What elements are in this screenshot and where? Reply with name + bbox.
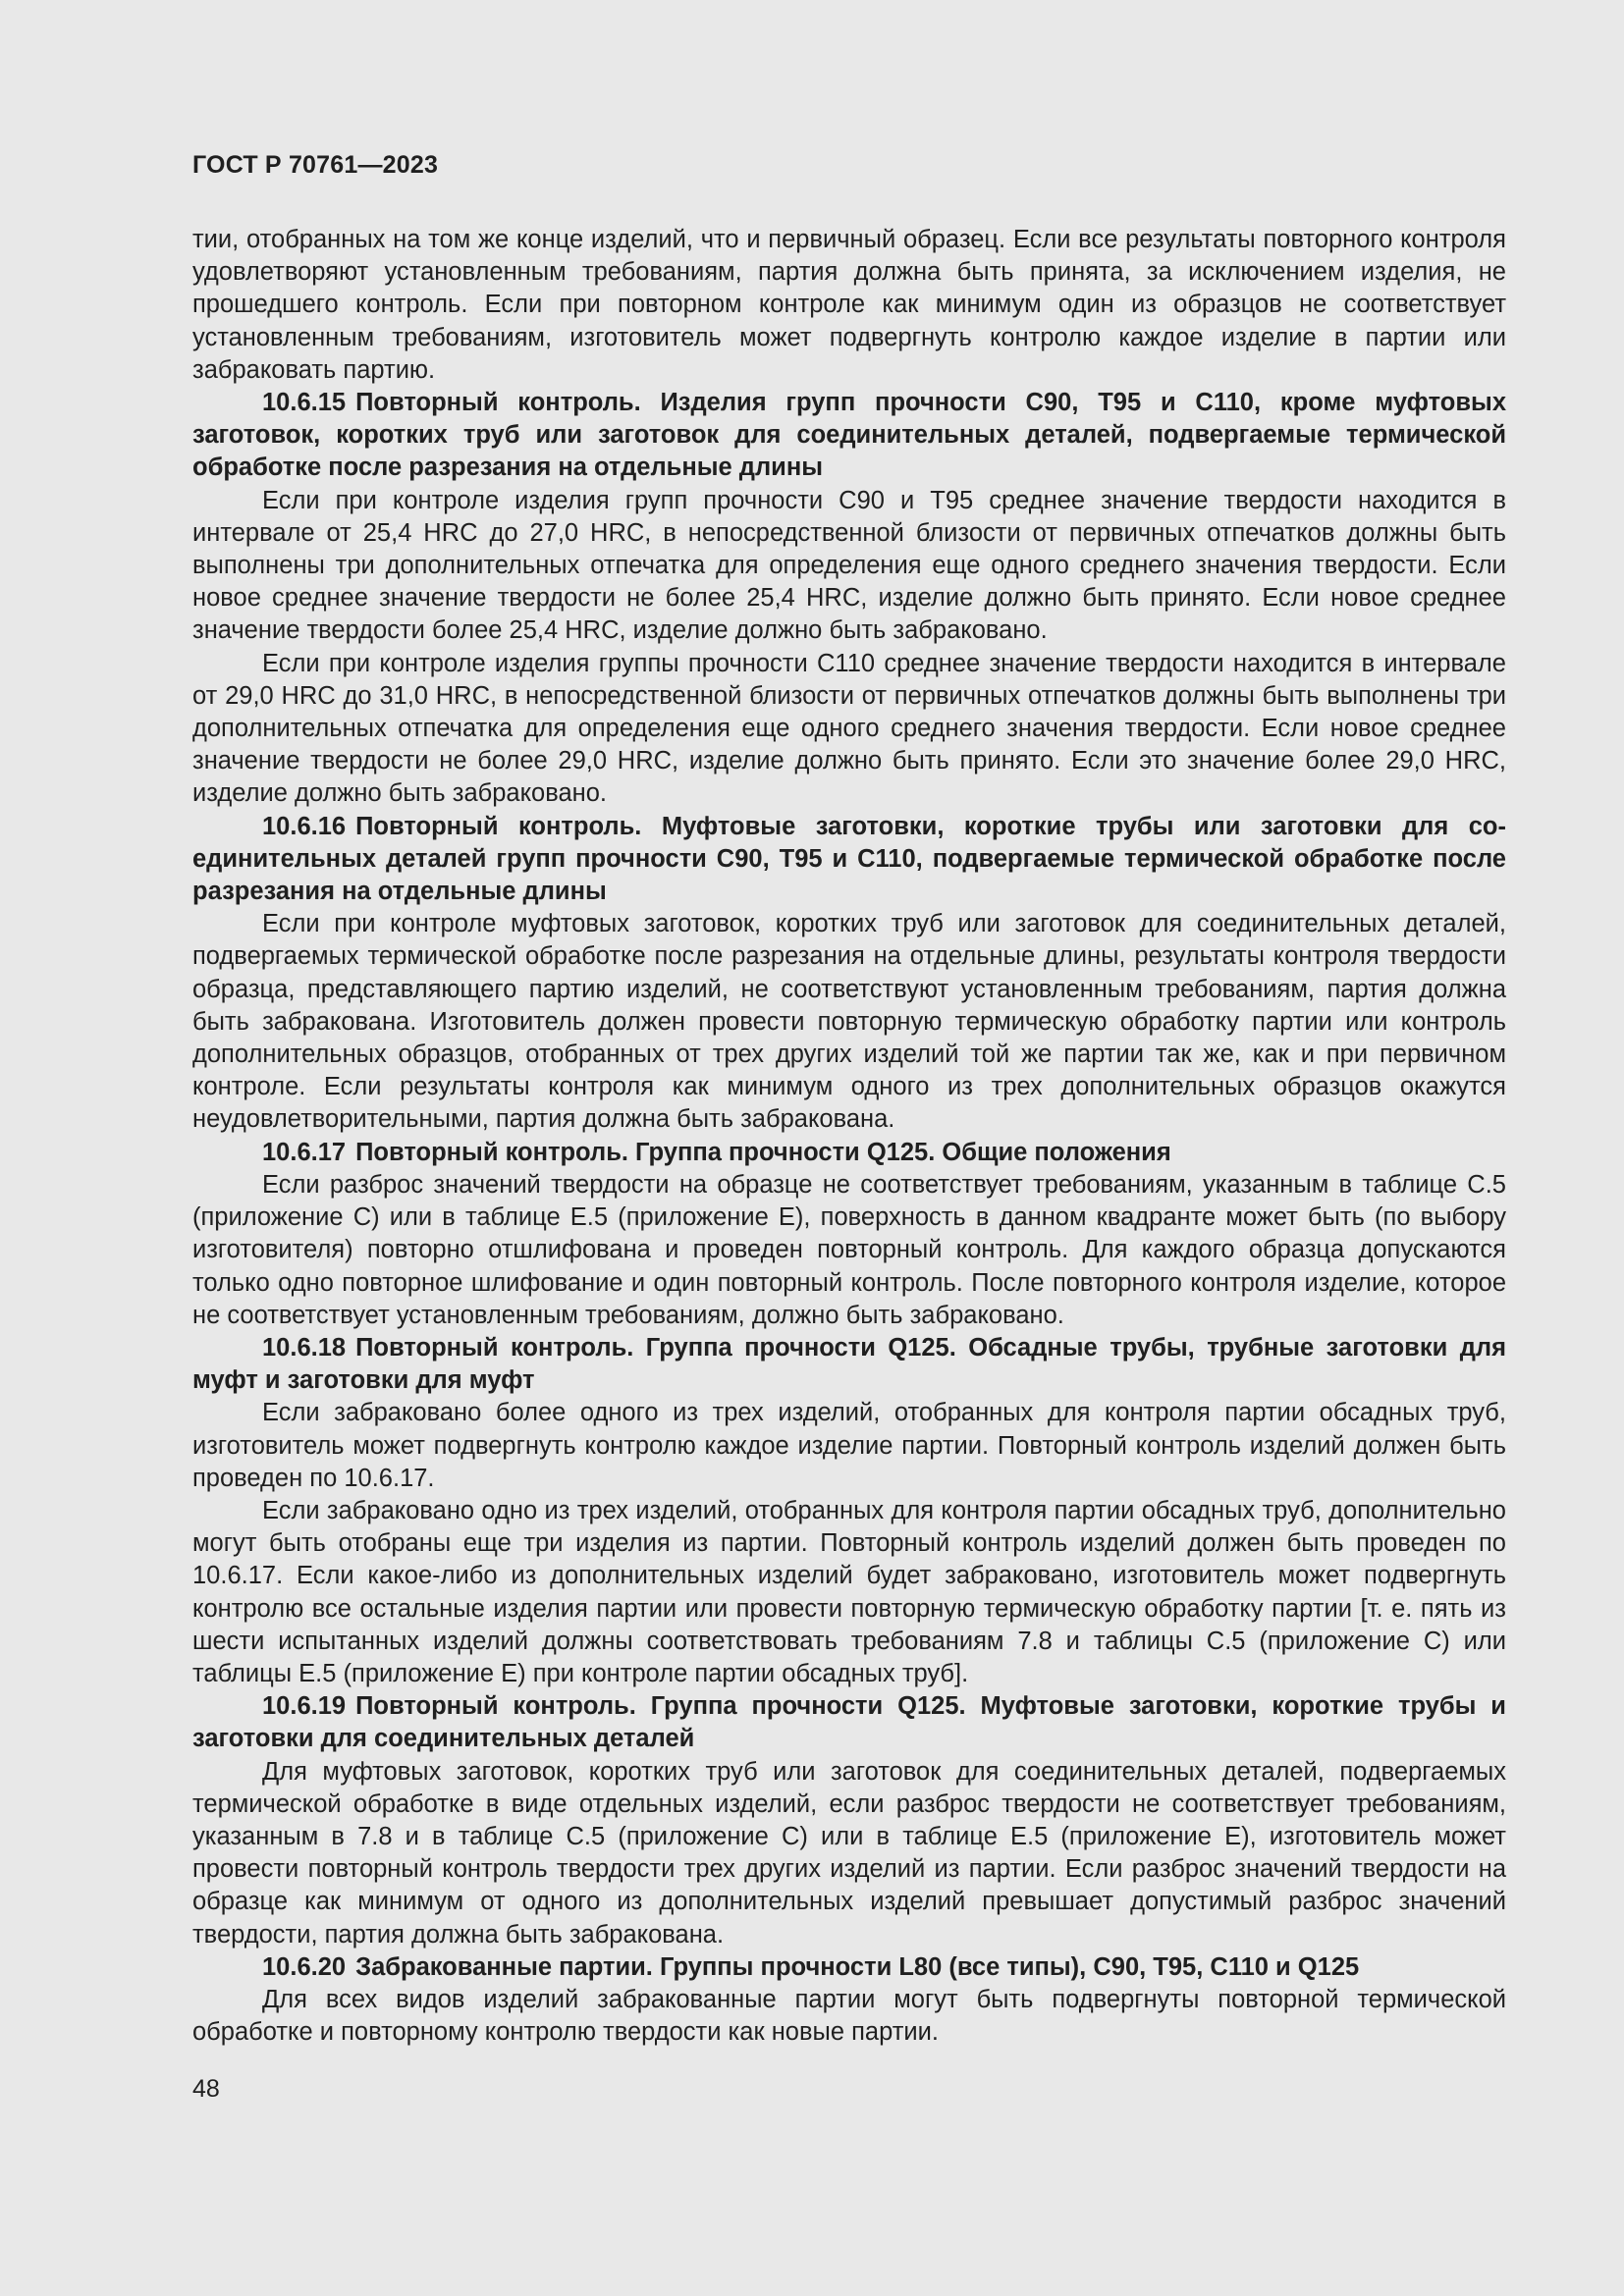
clause-number: 10.6.20	[262, 1952, 347, 1981]
clause-number: 10.6.17	[262, 1138, 347, 1166]
paragraph-text: Для муфтовых заготовок, коротких труб или заготовок для соединительных деталей, подвергаемых термической обработке в виде отдельных изделий, если разброс твердости не соответствует требованиям, указанным в 7.8 и в таблице С.5 (приложение С) или в таблице Е.5 (приложение Е), изготовитель может провести повторный контроль твердости трех других изделий из партии. Если разброс значений твердости на образце как минимум от одного из дополнительных изделий превышает допустимый разброс значений твердости, партия должна быть забракована.	[192, 1757, 1506, 1949]
paragraph-text: Если разброс значений твердости на образце не соответствует требованиям, указанным в таблице С.5 (приложение С) или в таблице Е.5 (приложение Е), поверхность в данном квадранте может быть (по выбору изготовителя) повторно отшлифована и проведен повторный контроль. Для каждого образца допускаются только одно повторное шлифование и один повторный контроль. После повторного контроля изделие, которое не соответствует установленным требованиям, должно быть забраковано.	[192, 1170, 1506, 1329]
clause-title: Забракованные партии. Группы прочности L80 (все типы), С90, Т95, С110 и Q125	[355, 1952, 1360, 1981]
paragraph	[192, 485, 1506, 648]
paragraph-text: Если забраковано одно из трех изделий, отобранных для контроля партии обсадных труб, дополнительно могут быть отобраны еще три изделия из партии. Повторный контроль изделий должен быть проведен по 10.6.17. Если какое-либо из дополнительных изделий будет забраковано, изготовитель может подвергнуть контролю все остальные изделия партии или провести повторную термическую обработку партии [т. е. пять из шести испытанных изделий должны соответствовать требованиям 7.8 и таблицы С.5 (приложение С) или таблицы Е.5 (приложение Е) при контроле партии обсадных труб].	[192, 1496, 1506, 1687]
paragraph	[192, 648, 1506, 811]
paragraph-text: Если при контроле муфтовых заготовок, коротких труб или заготовок для соединительных деталей, подвергаемых термической обработке после разрезания на отдельные длины, результаты контроля твердости образца, представляющего партию изделий, не соответствуют установленным требованиям, партия должна быть забракована. Изготовитель должен провести повторную термическую обработку партии или контроль дополнительных образцов, отобранных от трех других изделий той же партии так же, как и при первичном контроле. Если результаты контроля как минимум одного из трех дополнительных образцов окажутся неудовлетворительными, партия должна быть забракована.	[192, 910, 1506, 1134]
clause-number: 10.6.15	[262, 389, 347, 417]
document-body	[192, 224, 1506, 2049]
clause-heading-10-6-17	[192, 1137, 1506, 1169]
clause-heading-10-6-15	[192, 387, 1506, 485]
paragraph-continuation	[192, 224, 1506, 387]
clause-number: 10.6.18	[262, 1333, 347, 1362]
paragraph-text: Если при контроле изделия группы прочности С110 среднее значение твердости находится в интервале от 29,0 HRC до 31,0 HRC, в непосредственной близости от первичных отпечатков должны быть выполнены три дополнительных отпечатка для определения еще одного среднего значения твердости. Если новое среднее значение твердости не более 29,0 HRC, изделие должно быть принято. Если это значение более 29,0 HRC, изделие должно быть забраковано.	[192, 649, 1506, 808]
paragraph-text: Для всех видов изделий забракованные партии могут быть подвергнуты повторной термической обработке и повторному контролю твердости как новые партии.	[192, 1985, 1506, 2047]
paragraph	[192, 1756, 1506, 1951]
clause-number: 10.6.16	[262, 812, 347, 840]
paragraph-text: Если забраковано более одного из трех изделий, отобранных для контроля партии обсадных труб, изготовитель может подвергнуть контролю каждое изделие партии. Повторный контроль изделий должен быть проведен по 10.6.17.	[192, 1399, 1506, 1492]
clause-title: Повторный контроль. Группа прочности Q125. Обсадные трубы, трубные заготовки для муфт и заготовки для муфт	[192, 1333, 1506, 1395]
clause-title: Повторный контроль. Изделия групп прочности С90, Т95 и С110, кроме муфтовых заготовок, коротких труб или заготовок для соединительных деталей, подвергаемые термической обработке после разрезания на отдельные длины	[192, 389, 1506, 482]
paragraph	[192, 1495, 1506, 1690]
clause-title: Повторный контроль. Группа прочности Q125. Общие положения	[355, 1138, 1171, 1166]
clause-heading-10-6-19	[192, 1690, 1506, 1755]
clause-heading-10-6-16	[192, 811, 1506, 909]
page-number: 48	[192, 2075, 220, 2103]
paragraph	[192, 1984, 1506, 2049]
clause-title: Повторный контроль. Группа прочности Q125. Муфтовые заготовки, короткие трубы и заготовки для соединительных деталей	[192, 1692, 1506, 1753]
clause-heading-10-6-20	[192, 1951, 1506, 1984]
document-page	[192, 0, 1506, 2296]
paragraph	[192, 908, 1506, 1136]
paragraph-text: тии, отобранных на том же конце изделий, что и первичный образец. Если все результаты повторного контроля удовлетворяют установленным требованиям, партия должна быть принята, за исключением изделия, не прошедшего контроль. Если при повторном контроле как минимум один из образцов не соответствует установленным требованиям, изготовитель может подвергнуть контролю каждое изделие в партии или забраковать партию.	[192, 226, 1506, 384]
paragraph-text: Если при контроле изделия групп прочности С90 и Т95 среднее значение твердости находится в интервале от 25,4 HRC до 27,0 HRC, в непосредственной близости от первичных отпечатков должны быть выполнены три дополнительных отпечатка для определения еще одного среднего значения твердости. Если новое среднее значение твердости не более 25,4 HRC, изделие должно быть принято. Если новое среднее значение твердости более 25,4 HRC, изделие должно быть забраковано.	[192, 486, 1506, 645]
clause-heading-10-6-18	[192, 1332, 1506, 1397]
document-code: ГОСТ Р 70761—2023	[192, 151, 439, 179]
clause-number: 10.6.19	[262, 1692, 347, 1721]
clause-title: Повторный контроль. Муфтовые заготовки, короткие трубы или заготовки для соединительных деталей групп прочности С90, Т95 и С110, подвергаемые термической обработке после разрезания на отдельные длины	[192, 812, 1506, 906]
paragraph	[192, 1169, 1506, 1332]
paragraph	[192, 1397, 1506, 1495]
